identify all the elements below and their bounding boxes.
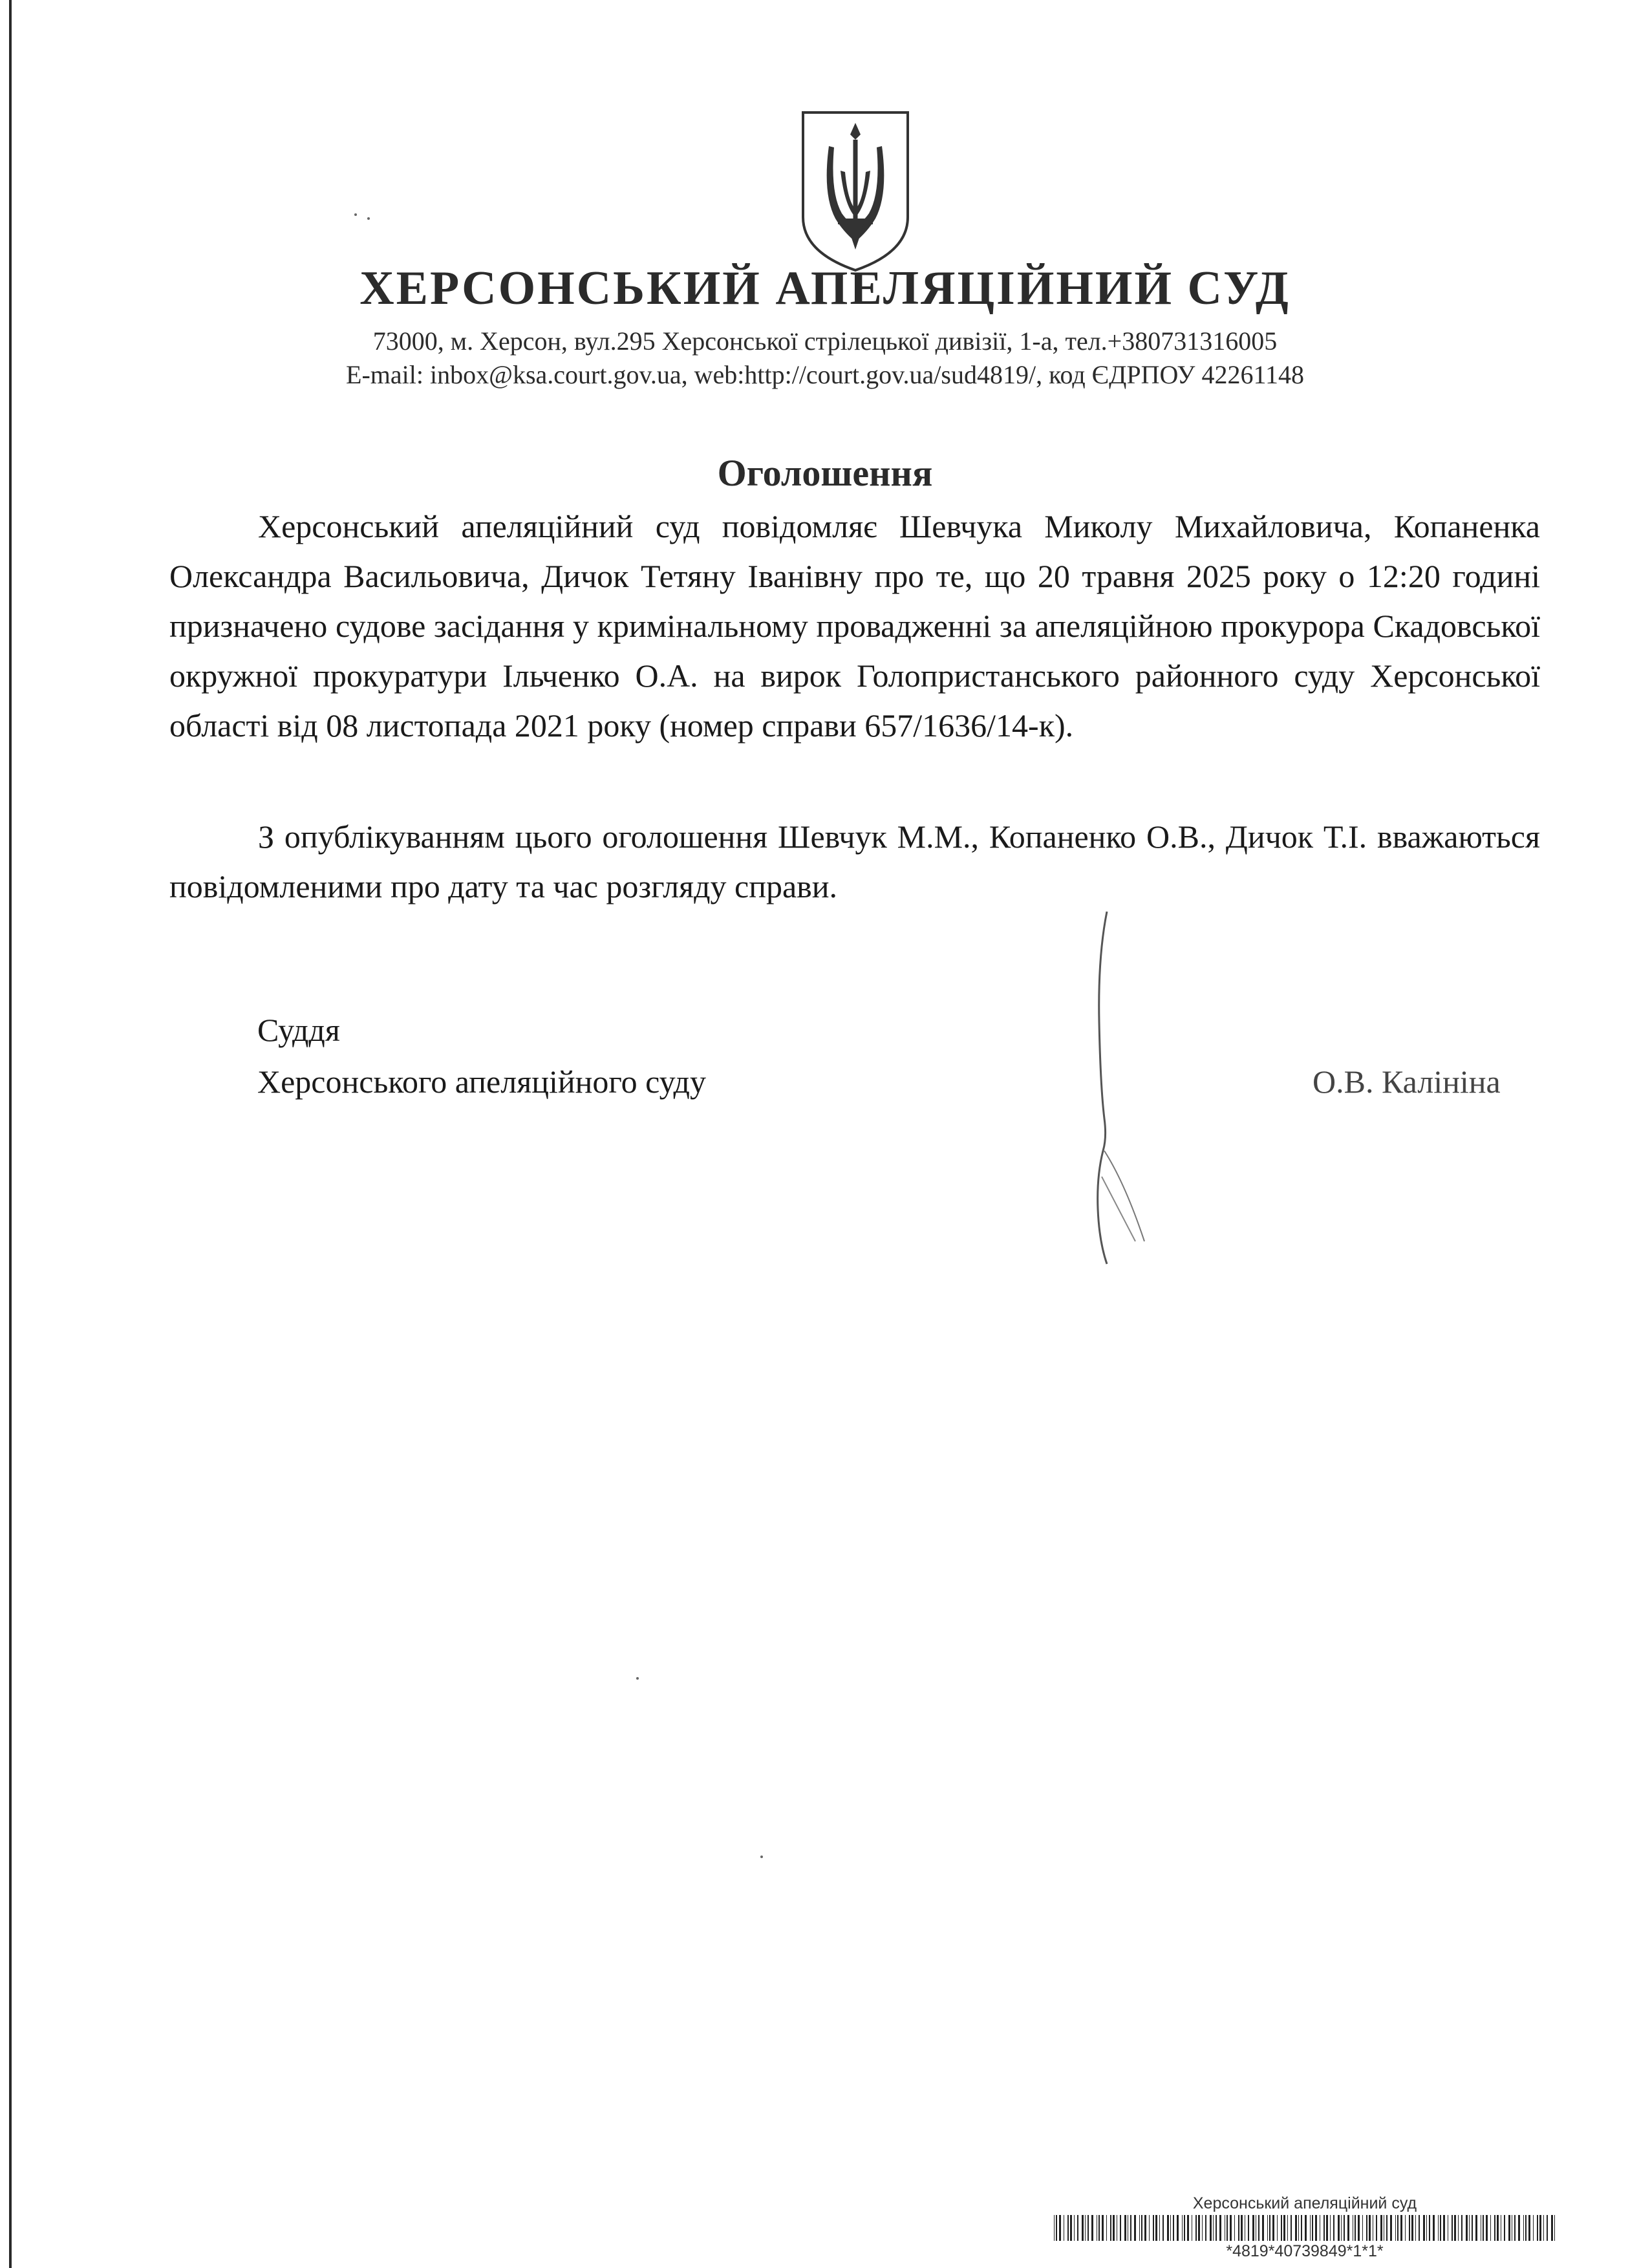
court-address: 73000, м. Херсон, вул.295 Херсонської стрілецької дивізії, 1-а, тел.+380731316005 (372, 326, 1278, 356)
notice-paragraph-2: З опублікуванням цього оголошення Шевчук М.М., Копаненко О.В., Дичок Т.І. вважаються повідомленими про дату та час розгляду справи. (169, 818, 1540, 904)
coat-of-arms-icon (799, 109, 912, 274)
court-name-title: ХЕРСОНСЬКИЙ АПЕЛЯЦІЙНИЙ СУД (359, 262, 1291, 315)
scan-speck (636, 1677, 639, 1680)
handwritten-signature (1073, 905, 1177, 1267)
notice-heading: Оголошення (717, 452, 933, 494)
scan-speck (367, 217, 370, 220)
document-barcode (1046, 2194, 1563, 2265)
notice-paragraph-1: Херсонський апеляційний суд повідомляє Шевчука Миколу Михайловича, Копаненка Олександра Васильовича, Дичок Тетяну Іванівну про те, що 20 травня 2025 року о 12:20 годині призначено судове засідання у кримінальному провадженні за апеляційною прокурора Скадовської окружної прокуратури Ільченко О.А. на вирок Голопристанського районного суду Херсонської області від 08 листопада 2021 року (номер справи 657/1636/14-к). (169, 508, 1540, 744)
scan-speck (354, 213, 357, 216)
court-contacts: E-mail: inbox@ksa.court.gov.ua, web:http://court.gov.ua/sud4819/, код ЄДРПОУ 42261148 (346, 360, 1304, 389)
scan-speck (760, 1856, 763, 1858)
judge-name: О.В. Калініна (1312, 1064, 1501, 1100)
barcode-label: Херсонський апеляційний суд (1192, 2194, 1417, 2212)
barcode-number: *4819*40739849*1*1* (1226, 2242, 1384, 2260)
barcode-bars (1054, 2215, 1556, 2241)
judge-court-label: Херсонського апеляційного суду (257, 1064, 706, 1100)
judge-role-label: Суддя (257, 1012, 340, 1048)
